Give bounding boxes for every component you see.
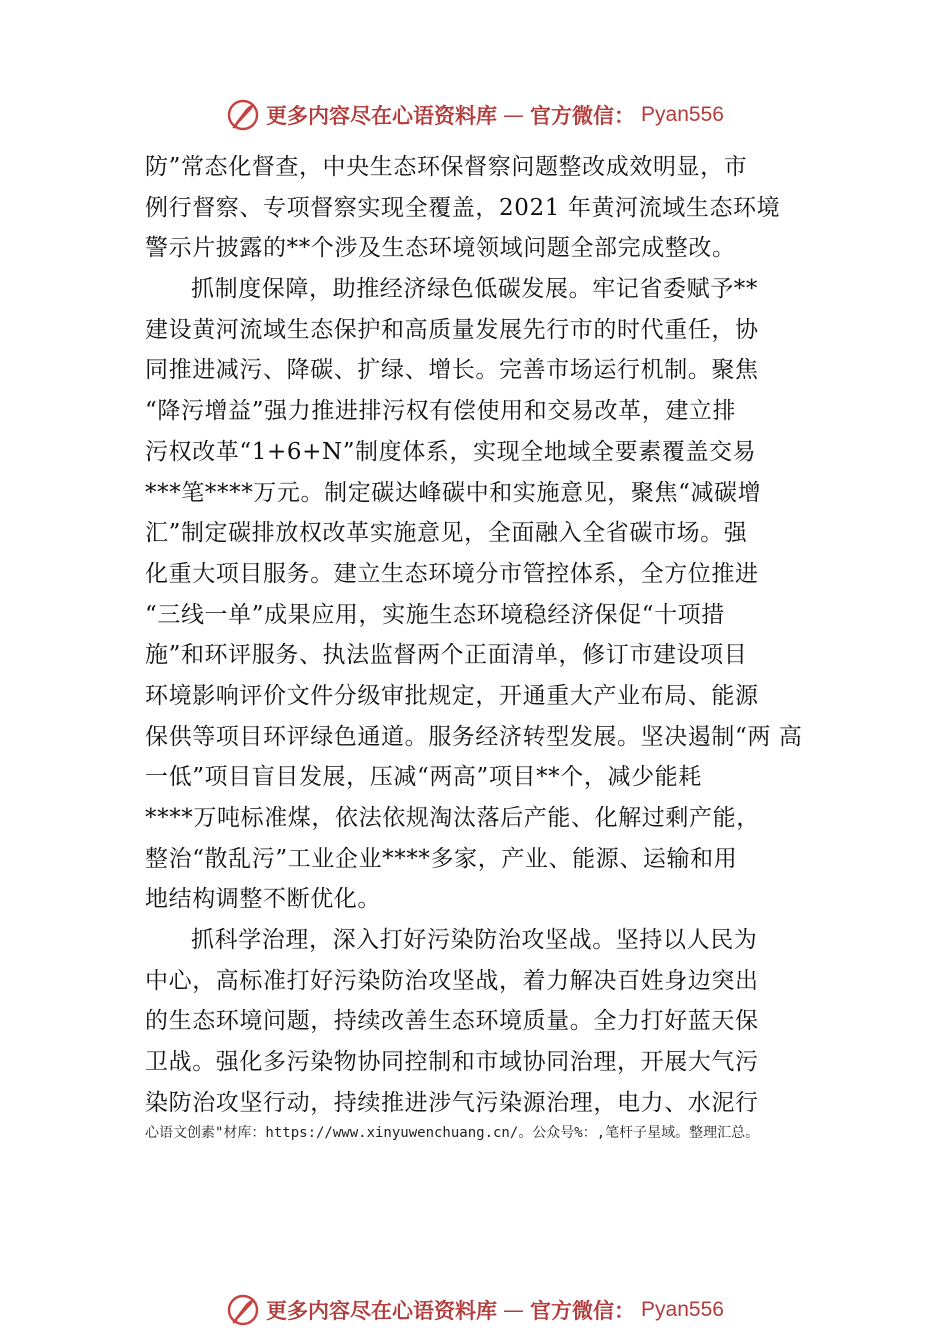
- footer-banner: [0, 1290, 950, 1330]
- body-line: 警示片披露的**个涉及生态环境领域问题全部完成整改。: [145, 235, 736, 262]
- body-line: 的生态环境问题，持续改善生态环境质量。全力打好蓝天保: [145, 1008, 759, 1035]
- quill-pen-icon: [226, 1293, 260, 1327]
- paragraph-start-line: 抓制度保障，助推经济绿色低碳发展。牢记省委赋予**: [191, 276, 758, 303]
- body-line: 防”常态化督查，中央生态环保督察问题整改成效明显，市: [145, 154, 748, 180]
- document-body: [145, 147, 810, 1124]
- source-note: 心语文创素"材库：https://www.xinyuwenchuang.cn/。公众号%：,笔杆子星域。整理汇总。: [145, 1125, 760, 1141]
- body-line: 例行督察、专项督察实现全覆盖，2021 年黄河流域生态环境: [145, 194, 781, 221]
- body-line: 地结构调整不断优化。: [145, 886, 381, 913]
- body-line: 整治“散乱污”工业企业****多家，产业、能源、运输和用: [145, 845, 738, 872]
- banner-title: 更多内容尽在心语资料库: [266, 1298, 498, 1323]
- body-line: “三线一单”成果应用，实施生态环境稳经济保促“十项措: [145, 601, 725, 628]
- banner-separator: —: [503, 103, 525, 127]
- banner-wechat-handle: Pyan556: [641, 103, 724, 126]
- body-line: 一低”项目盲目发展，压减“两高”项目**个，减少能耗: [145, 764, 702, 791]
- body-line: “降污增益”强力推进排污权有偿使用和交易改革，建立排: [145, 398, 737, 425]
- body-line: 污权改革“1+6+N”制度体系，实现全地域全要素覆盖交易: [145, 438, 757, 465]
- body-line: 施”和环评服务、执法监督两个正面清单，修订市建设项目: [145, 642, 748, 669]
- body-line: 卫战。强化多污染物协同控制和市域协同治理，开展大气污: [145, 1049, 759, 1076]
- body-line: 中心，高标准打好污染防治攻坚战，着力解决百姓身边突出: [145, 967, 759, 994]
- banner-title: 更多内容尽在心语资料库: [266, 103, 498, 128]
- body-line: 汇”制定碳排放权改革实施意见，全面融入全省碳市场。强: [145, 520, 748, 547]
- header-banner: [0, 95, 950, 135]
- banner-wechat-label: 官方微信：: [530, 1298, 636, 1323]
- banner-wechat-label: 官方微信：: [530, 103, 636, 128]
- body-line: 化重大项目服务。建立生态环境分市管控体系，全方位推进: [145, 560, 759, 587]
- body-line: 同推进减污、降碳、扩绿、增长。完善市场运行机制。聚焦: [145, 357, 759, 384]
- body-line: 环境影响评价文件分级审批规定，开通重大产业布局、能源: [145, 682, 759, 709]
- banner-separator: —: [503, 1298, 525, 1322]
- body-line: ***笔****万元。制定碳达峰碳中和实施意见，聚焦“减碳增: [145, 479, 762, 506]
- body-line: 建设黄河流域生态保护和高质量发展先行市的时代重任，协: [145, 316, 759, 343]
- quill-pen-icon: [226, 98, 260, 132]
- body-line: 染防治攻坚行动，持续推进涉气污染源治理，电力、水泥行: [145, 1089, 759, 1116]
- banner-wechat-handle: Pyan556: [641, 1298, 724, 1321]
- body-line: 保供等项目环评绿色通道。服务经济转型发展。坚决遏制“两 高: [145, 723, 803, 750]
- paragraph-start-line: 抓科学治理，深入打好污染防治攻坚战。坚持以人民为: [191, 927, 758, 954]
- body-line: ****万吨标准煤，依法依规淘汰落后产能、化解过剩产能，: [145, 805, 760, 831]
